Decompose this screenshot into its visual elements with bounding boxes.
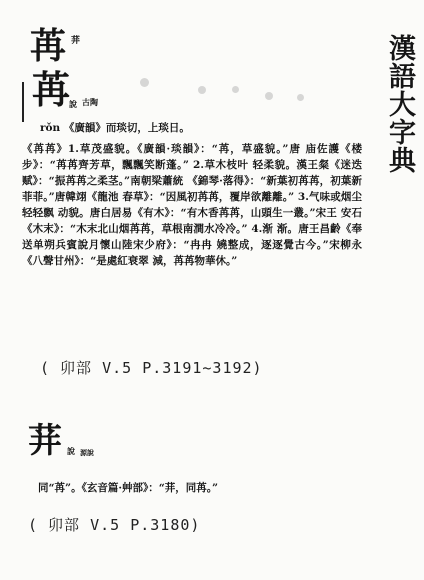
entry2-handwritten-reference: ( 卯部 V.5 P.3180): [28, 516, 201, 534]
scan-blot: [198, 86, 206, 94]
left-margin-line: [22, 82, 24, 122]
entry1-marker: 荓: [71, 36, 81, 46]
entry2-body: 同“苒”。《玄音篇·艸部》：“荓，同苒。”: [38, 482, 219, 494]
entry1-variant-label2: 古陶: [82, 97, 98, 107]
entry1-variant-label1: 說: [69, 99, 77, 109]
entry1-reading: rǒn 《廣韻》而琰切，上琰日。: [40, 122, 190, 134]
entry2-headword: 荓: [28, 421, 62, 461]
entry2-label2: 源說: [80, 448, 94, 457]
entry1-variant-glyph: 苒: [32, 67, 71, 112]
entry2-label1: 說: [67, 446, 75, 456]
entry1-handwritten-reference: ( 卯部 V.5 P.3191~3192): [40, 359, 263, 377]
page-title: 漢語大字典: [384, 34, 415, 174]
scan-blot: [265, 92, 273, 100]
scan-blot: [297, 94, 304, 101]
entry1-headword: 苒: [30, 25, 67, 67]
entry1-definitions: 《苒苒》1.草茂盛貌。《廣韻·琰韻》：“苒，草盛貌。”唐 庙佐護《楼步》：“苒苒齊芳草，飄飄笑断蓬。” 2.草木枝叶 轻柔貌。漢王粲《迷迭赋》：“振苒苒之柔茎。”南朝梁蕭統 《錦琴·落得》：“新葉初苒苒，初葉新菲菲。”唐韓翊《龍池 春草》：“因風初苒苒，覆岸欲離離。” 3.气味或烟尘轻轻飘 动貌。唐白居易《有木》：“有木香苒苒，山頭生一叢。”宋王 安石《木末》：“木末北山烟苒苒，草根南澗水冷冷。” 4.渐 渐。唐王昌齡《奉送单朔兵賓說月懷山陸宋少府》：“冉冉 嬈整成，逐逐覺古今。”宋柳永《八聲甘州》：“是處紅衰翠 減，苒苒物華休。”: [22, 143, 362, 267]
scan-blot: [140, 78, 149, 87]
scan-blot: [232, 86, 239, 93]
